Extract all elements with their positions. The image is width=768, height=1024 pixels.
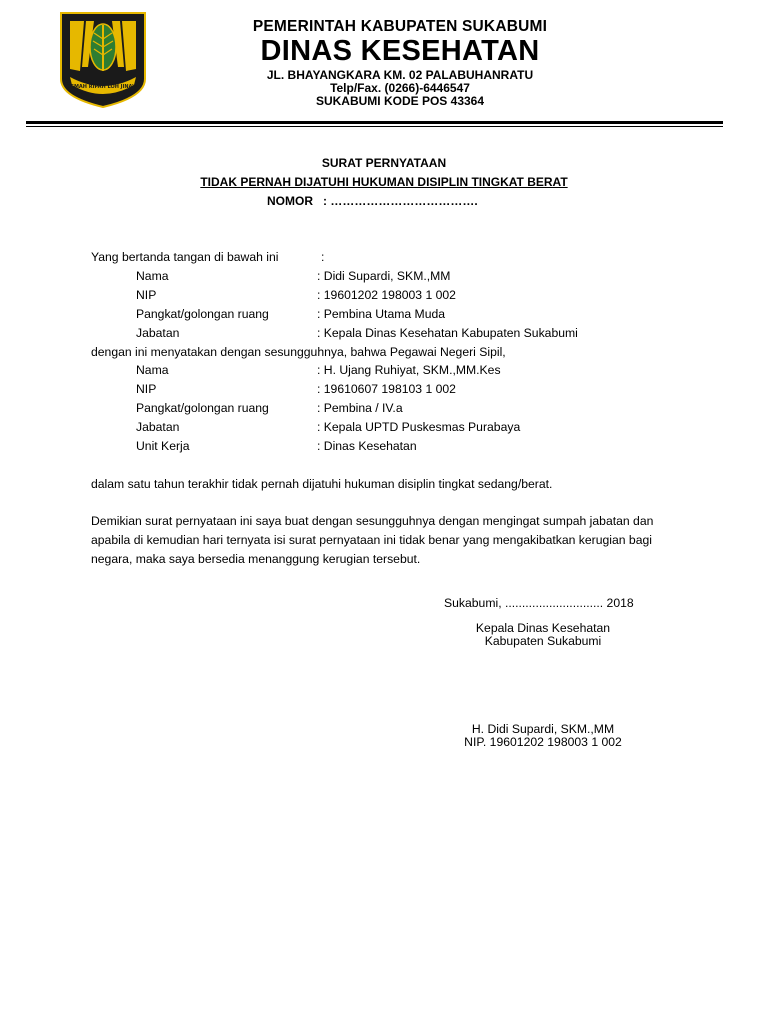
employee-unit-label: Unit Kerja — [136, 439, 190, 453]
statement-text: dengan ini menyatakan dengan sesungguhnya, bahwa Pegawai Negeri Sipil, — [91, 345, 506, 359]
signer-rank-value: : Pembina Utama Muda — [317, 307, 446, 321]
signer-name-label: Nama — [136, 269, 169, 283]
signature-position-line-2: Kabupaten Sukabumi — [484, 634, 602, 648]
signer-position-label: Jabatan — [136, 326, 180, 340]
employee-position-label: Jabatan — [136, 420, 180, 434]
government-name: PEMERINTAH KABUPATEN SUKABUMI — [252, 18, 548, 35]
document-title: SURAT PERNYATAAN — [321, 156, 447, 170]
closing-paragraph-line-1: Demikian surat pernyataan ini saya buat dengan sesungguhnya dengan mengingat sumpah jabatan dan — [91, 514, 654, 528]
letterhead-divider-thick — [26, 121, 723, 124]
employee-name-value: : H. Ujang Ruhiyat, SKM.,MM.Kes — [317, 363, 501, 377]
signatory-name: H. Didi Supardi, SKM.,MM — [471, 722, 615, 736]
document-number-value: : ………………………………. — [323, 194, 478, 208]
disciplinary-statement: dalam satu tahun terakhir tidak pernah dijatuhi hukuman disiplin tingkat sedang/berat. — [91, 477, 553, 491]
closing-paragraph-line-2: apabila di kemudian hari ternyata isi surat pernyataan ini tidak benar yang mengakibatkan kerugian bagi — [91, 533, 652, 547]
regency-logo — [58, 11, 148, 109]
letterhead-divider-thin — [26, 126, 723, 127]
office-phone: Telp/Fax. (0266)-6446547 — [330, 81, 470, 95]
employee-rank-label: Pangkat/golongan ruang — [136, 401, 269, 415]
signer-name-value: : Didi Supardi, SKM.,MM — [317, 269, 451, 283]
office-address: JL. BHAYANGKARA KM. 02 PALABUHANRATU — [266, 68, 534, 82]
signer-nip-value: : 19601202 198003 1 002 — [317, 288, 456, 302]
document-subtitle: TIDAK PERNAH DIJATUHI HUKUMAN DISIPLIN TINGKAT BERAT — [200, 175, 568, 189]
signer-nip-label: NIP — [136, 288, 157, 302]
employee-nip-label: NIP — [136, 382, 157, 396]
intro-text: Yang bertanda tangan di bawah ini — [91, 250, 279, 264]
signature-position-line-1: Kepala Dinas Kesehatan — [475, 621, 611, 635]
employee-rank-value: : Pembina / IV.a — [317, 401, 403, 415]
employee-name-label: Nama — [136, 363, 169, 377]
office-postcode: SUKABUMI KODE POS 43364 — [315, 94, 485, 108]
document-number — [267, 194, 478, 208]
employee-unit-value: : Dinas Kesehatan — [317, 439, 417, 453]
office-name: DINAS KESEHATAN — [260, 35, 540, 67]
document-number-label: NOMOR — [267, 194, 313, 208]
closing-paragraph-line-3: negara, maka saya bersedia menanggung kerugian tersebut. — [91, 552, 421, 566]
signer-rank-label: Pangkat/golongan ruang — [136, 307, 269, 321]
svg-text:GEMAH RIPAH LOH JINAWI: GEMAH RIPAH LOH JINAWI — [66, 84, 140, 90]
employee-position-value: : Kepala UPTD Puskesmas Purabaya — [317, 420, 521, 434]
signature-place-date: Sukabumi, ............................. 2018 — [444, 596, 634, 610]
employee-nip-value: : 19610607 198103 1 002 — [317, 382, 456, 396]
intro-colon: : — [321, 250, 325, 264]
signatory-nip: NIP. 19601202 198003 1 002 — [464, 735, 622, 749]
signer-position-value: : Kepala Dinas Kesehatan Kabupaten Sukabumi — [317, 326, 578, 340]
regency-shield-icon — [58, 11, 148, 109]
